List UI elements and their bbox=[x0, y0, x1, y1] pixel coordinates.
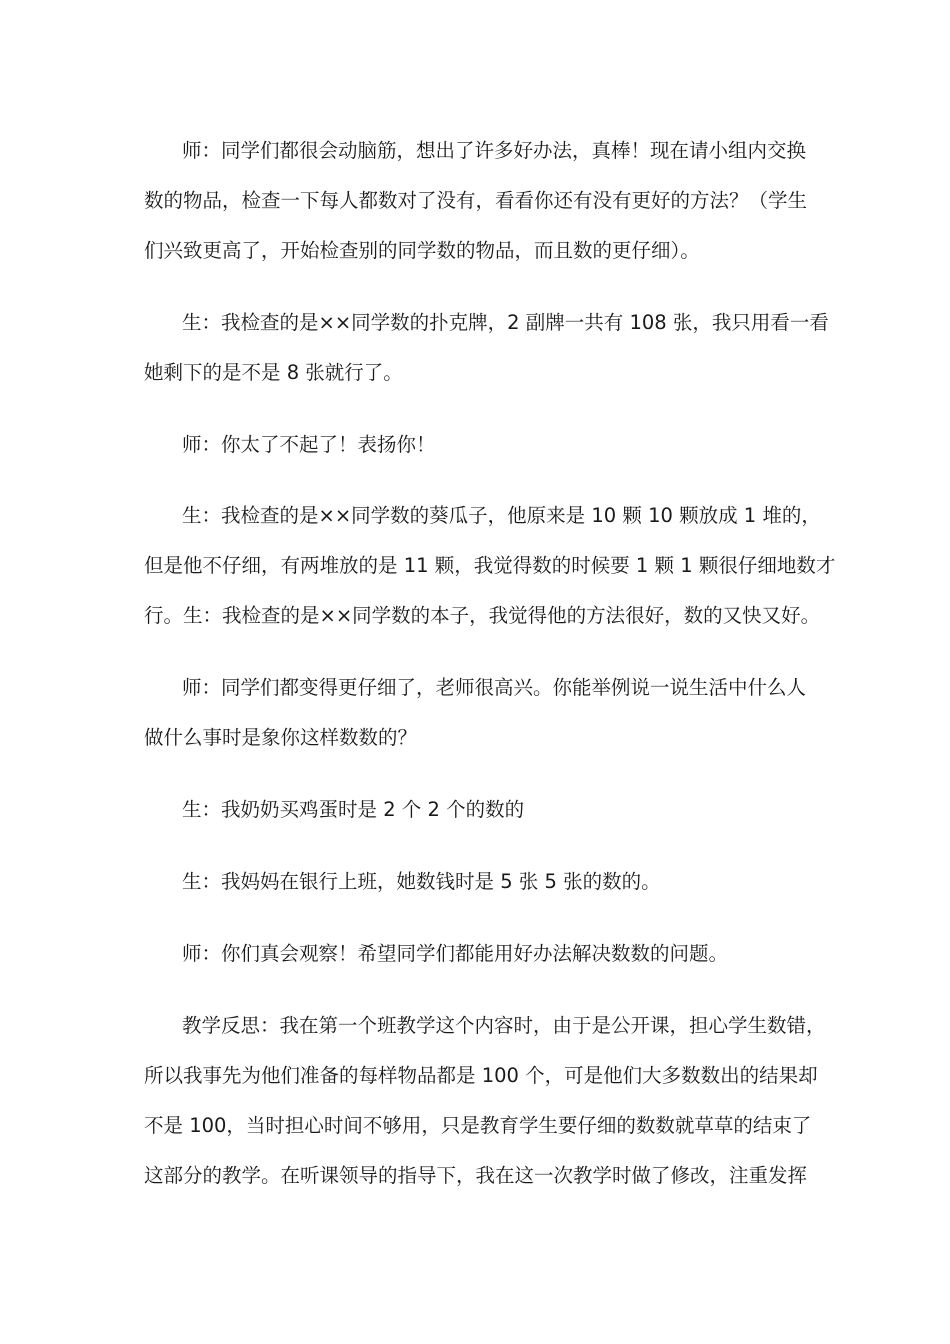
paragraph-line: 生：我妈妈在银行上班，她数钱时是 5 张 5 张的数的。 bbox=[182, 870, 661, 893]
paragraph-line: 这部分的教学。在听课领导的指导下，我在这一次教学时做了修改，注重发挥 bbox=[144, 1164, 808, 1187]
paragraph-line: 所以我事先为他们准备的每样物品都是 100 个，可是他们大多数数出的结果却 bbox=[144, 1064, 818, 1087]
paragraph-line: 师：你们真会观察！希望同学们都能用好办法解决数数的问题。 bbox=[182, 942, 729, 965]
paragraph-line: 师：同学们都变得更仔细了，老师很高兴。你能举例说一说生活中什么人 bbox=[182, 676, 807, 699]
paragraph-line: 做什么事时是象你这样数数的？ bbox=[144, 726, 418, 749]
paragraph-line: 们兴致更高了，开始检查别的同学数的物品，而且数的更仔细）。 bbox=[144, 239, 700, 262]
paragraph-line: 数的物品，检查一下每人都数对了没有，看看你还有没有更好的方法？（学生 bbox=[144, 189, 808, 212]
paragraph-line: 生：我检查的是××同学数的扑克牌，2 副牌一共有 108 张，我只用看一看 bbox=[182, 311, 829, 334]
paragraph-line: 行。生：我检查的是××同学数的本子，我觉得他的方法很好，数的又快又好。 bbox=[144, 604, 821, 627]
paragraph-line: 师：同学们都很会动脑筋，想出了许多好办法，真棒！现在请小组内交换 bbox=[182, 139, 807, 162]
paragraph-line: 师：你太了不起了！表扬你！ bbox=[182, 433, 436, 456]
paragraph-line: 她剩下的是不是 8 张就行了。 bbox=[144, 361, 403, 384]
paragraph-line: 教学反思：我在第一个班教学这个内容时，由于是公开课，担心学生数错， bbox=[182, 1014, 826, 1037]
paragraph-line: 但是他不仔细，有两堆放的是 11 颗，我觉得数的时候要 1 颗 1 颗很仔细地数才 bbox=[144, 554, 836, 577]
paragraph-line: 生：我奶奶买鸡蛋时是 2 个 2 个的数的 bbox=[182, 798, 525, 821]
paragraph-line: 不是 100，当时担心时间不够用，只是教育学生要仔细的数数就草草的结束了 bbox=[144, 1114, 812, 1137]
paragraph-line: 生：我检查的是××同学数的葵瓜子，他原来是 10 颗 10 颗放成 1 堆的， bbox=[182, 504, 821, 527]
